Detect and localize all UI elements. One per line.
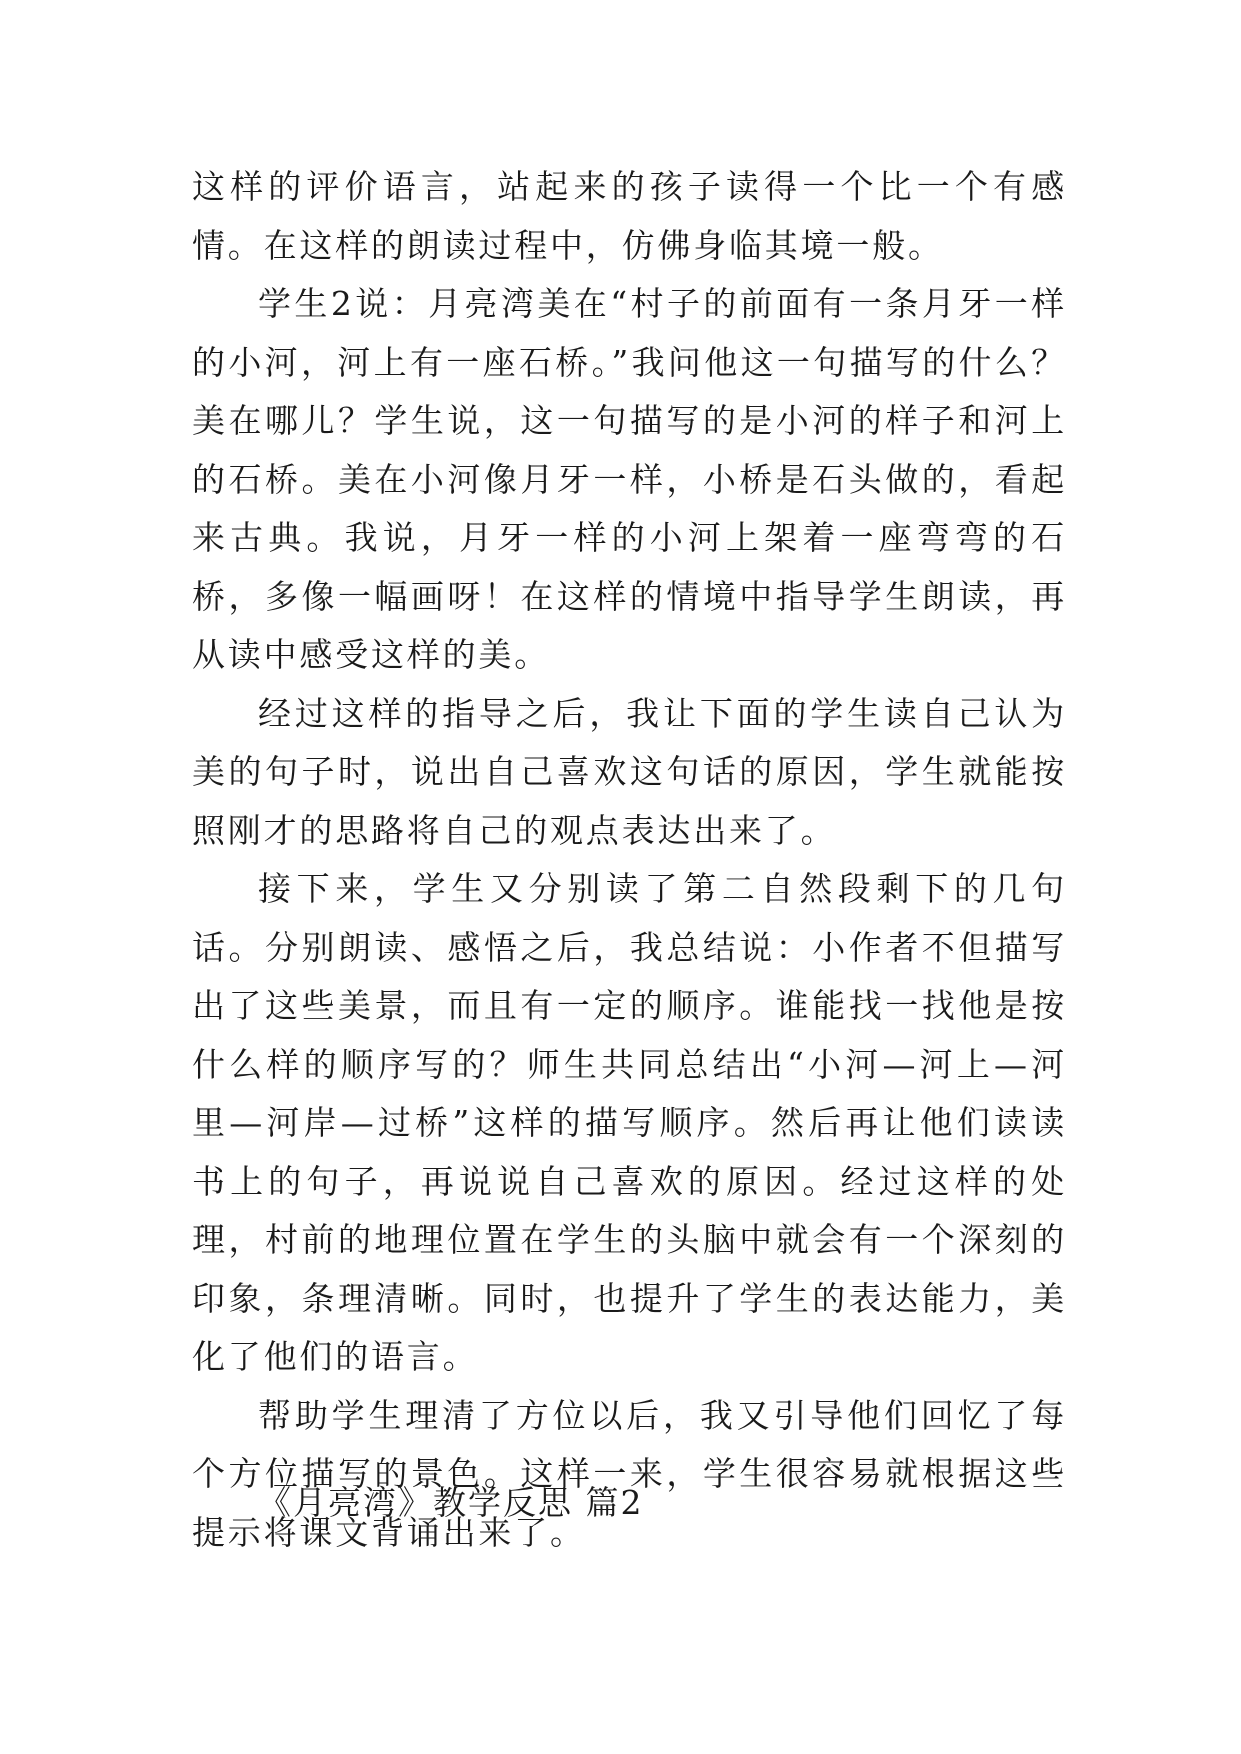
section-heading: 《月亮湾》教学反思 篇2 (258, 1483, 644, 1522)
paragraph-3: 经过这样的指导之后，我让下面的学生读自己认为美的句子时，说出自己喜欢这句话的原因，学生就能按照刚才的思路将自己的观点表达出来了。 (192, 693, 1067, 850)
paragraph-1: 这样的评价语言，站起来的孩子读得一个比一个有感情。在这样的朗读过程中，仿佛身临其境一般。 (192, 167, 1067, 265)
paragraph-4: 接下来，学生又分别读了第二自然段剩下的几句话。分别朗读、感悟之后，我总结说：小作者不但描写出了这些美景，而且有一定的顺序。谁能找一找他是按什么样的顺序写的？师生共同总结出“小河—河上—河里—河岸—过桥”这样的描写顺序。然后再让他们读读书上的句子，再说说自己喜欢的原因。经过这样的处理，村前的地理位置在学生的头脑中就会有一个深刻的印象，条理清晰。同时，也提升了学生的表达能力，美化了他们的语言。 (192, 869, 1067, 1376)
paragraph-2: 学生2说：月亮湾美在“村子的前面有一条月牙一样的小河，河上有一座石桥。”我问他这一句描写的什么？美在哪儿？学生说，这一句描写的是小河的样子和河上的石桥。美在小河像月牙一样，小桥是石头做的，看起来古典。我说，月牙一样的小河上架着一座弯弯的石桥，多像一幅画呀！在这样的情境中指导学生朗读，再从读中感受这样的美。 (192, 284, 1067, 674)
body-text (192, 158, 1067, 1562)
paragraph-5: 帮助学生理清了方位以后，我又引导他们回忆了每个方位描写的景色。这样一来，学生很容易就根据这些提示将课文背诵出来了。 (192, 1395, 1067, 1552)
